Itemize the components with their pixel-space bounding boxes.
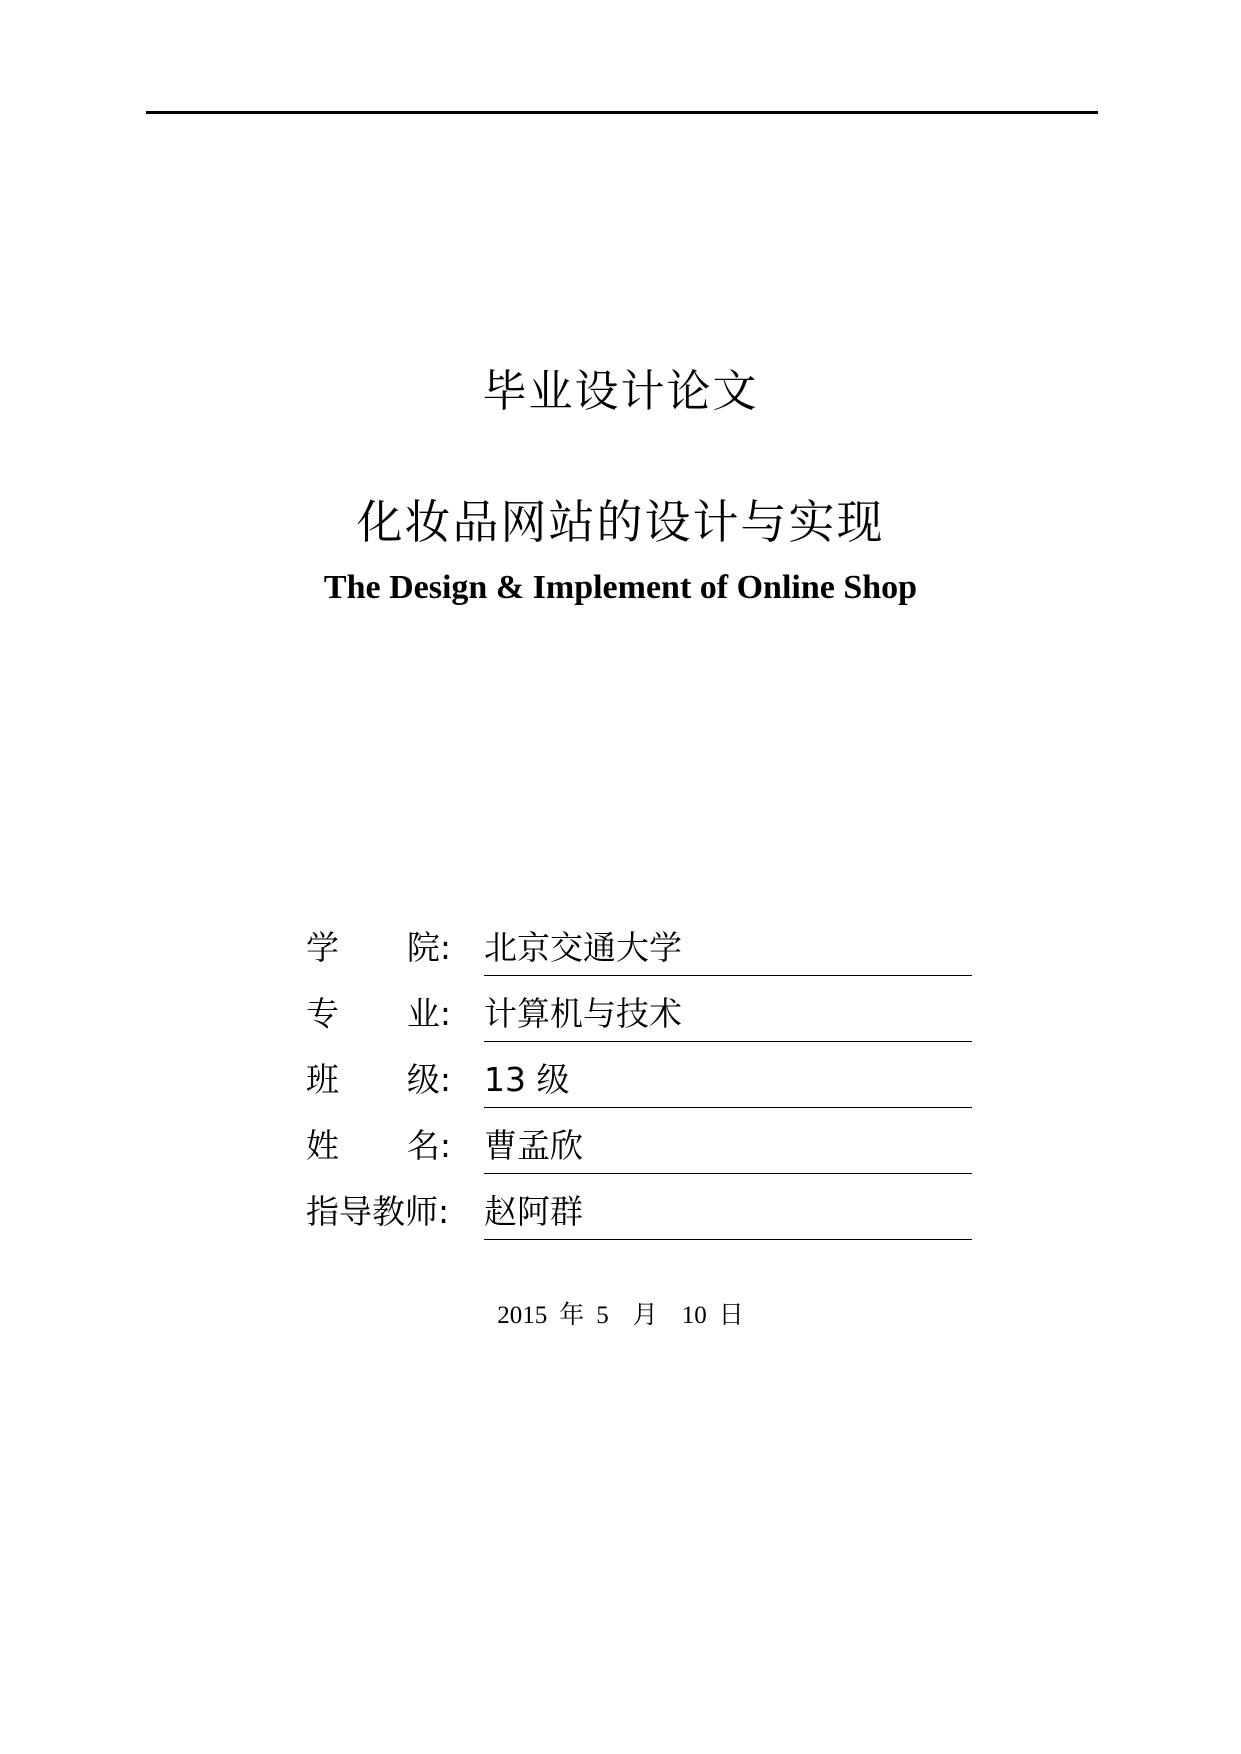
document-type: 毕业设计论文: [482, 366, 759, 417]
date-day-unit: 日: [718, 1302, 744, 1329]
advisor-underline: [484, 1239, 972, 1240]
thesis-title-chinese: 化妆品网站的设计与实现: [356, 495, 885, 549]
college-label: 学 院:: [306, 928, 451, 967]
name-value: 曹孟欣: [484, 1126, 583, 1165]
thesis-title-english: The Design & Implement of Online Shop: [323, 569, 918, 606]
college-underline: [484, 975, 972, 976]
info-row-major: [306, 978, 972, 1044]
info-row-college: [306, 912, 972, 978]
info-row-class: [306, 1044, 972, 1110]
header-rule: [146, 111, 1098, 114]
major-label: 专 业:: [306, 994, 451, 1033]
submission-date: [0, 1298, 1241, 1334]
advisor-label: 指导教师:: [306, 1192, 450, 1231]
college-value: 北京交通大学: [484, 928, 682, 967]
date-year-unit: 年: [559, 1302, 585, 1329]
date-month: 5: [596, 1302, 609, 1329]
info-row-advisor: [306, 1176, 972, 1242]
class-underline: [484, 1107, 972, 1108]
advisor-value: 赵阿群: [484, 1192, 583, 1231]
class-label: 班 级:: [306, 1060, 451, 1099]
name-label: 姓 名:: [306, 1126, 451, 1165]
info-row-name: [306, 1110, 972, 1176]
date-year: 2015: [497, 1302, 548, 1329]
class-value: 13 级: [484, 1060, 570, 1099]
major-value: 计算机与技术: [484, 994, 682, 1033]
date-month-unit: 月: [632, 1302, 658, 1329]
name-underline: [484, 1173, 972, 1174]
major-underline: [484, 1041, 972, 1042]
student-info-table: [306, 912, 972, 1242]
date-day: 10: [681, 1302, 707, 1329]
